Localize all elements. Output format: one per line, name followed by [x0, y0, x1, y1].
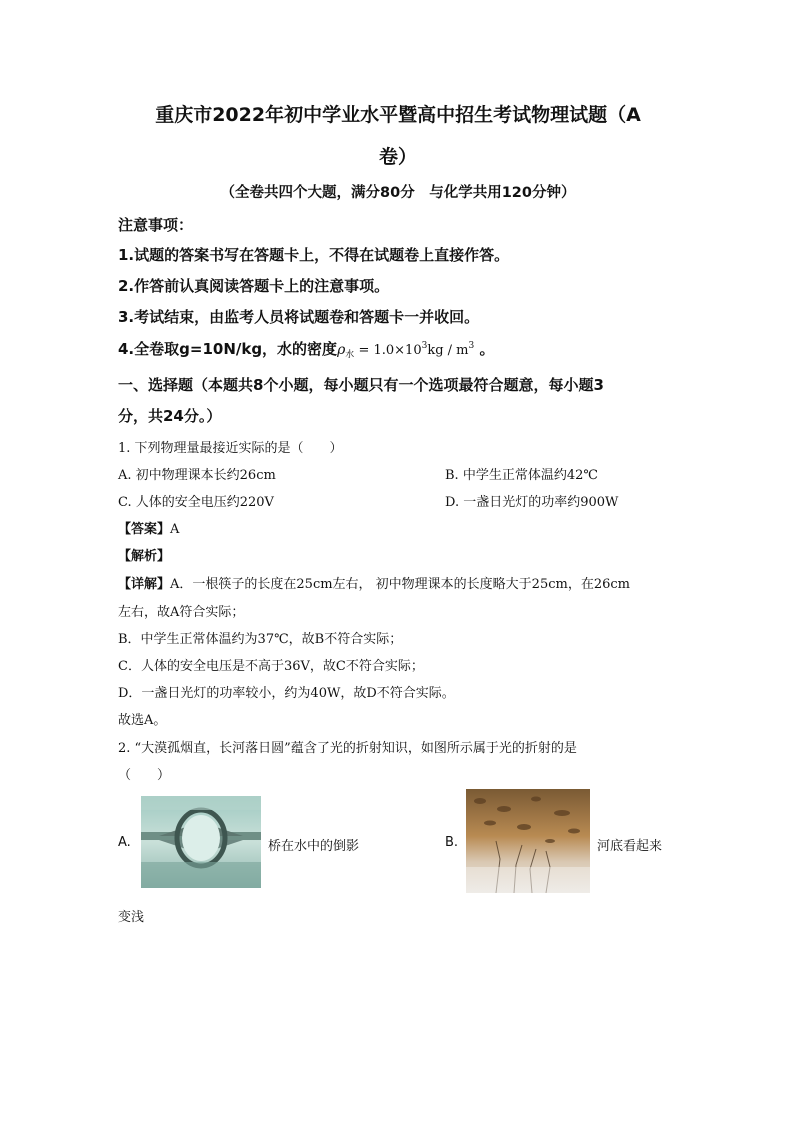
water-density-symbol: $\rho_水$: [337, 342, 355, 360]
unit-exponent: 3: [468, 341, 475, 351]
density-value: = $1.0\times 10^3kg / m^3$: [358, 341, 475, 358]
bridge-reflection-picture: [141, 796, 261, 888]
riverbed-picture: [466, 789, 590, 893]
q1-detail-c: C．人体的安全电压是不高于36V，故C不符合实际；: [118, 659, 424, 674]
page-title-continued: 卷）: [378, 146, 417, 168]
note-item-4: 4.全卷取g=10N/kg，水的密度$\rho_水 = 1.0\times 10^3kg / m^3$ 。: [118, 340, 495, 360]
note-item-2: 2.作答前认真阅读答题卡上的注意事项。: [118, 277, 390, 295]
notes-heading: 注意事项：: [118, 216, 194, 234]
page-title: 重庆市2022年初中学业水平暨高中招生考试物理试题（A: [155, 104, 641, 126]
q1-option-a: A. 初中物理课本长约26cm: [118, 468, 276, 483]
q1-stem: 1. 下列物理量最接近实际的是（ ）: [118, 441, 343, 456]
q2-stem: 2. “大漠孤烟直，长河落日圆”蕴含了光的折射知识，如图所示属于光的折射的是: [118, 741, 577, 756]
q1-analysis-tag: 【解析】: [118, 549, 171, 564]
q1-option-b: B. 中学生正常体温约42℃: [445, 468, 598, 483]
q1-conclusion: 故选A。: [118, 713, 167, 728]
density-exponent: 3: [421, 341, 428, 351]
q2-option-b-text-continued: 变浅: [118, 910, 145, 925]
q1-detail-d: D．一盏日光灯的功率较小，约为40W，故D不符合实际。: [118, 686, 455, 701]
exam-subtitle: （全卷共四个大题，满分80分 与化学共用120分钟）: [220, 185, 576, 201]
q1-answer: [118, 518, 179, 537]
note-item-4-prefix: 4.全卷取g=10N/kg，水的密度: [118, 340, 338, 358]
q1-option-d: D. 一盏日光灯的功率约900W: [445, 495, 619, 510]
q2-option-b-text: 河底看起来: [597, 839, 663, 854]
q2-stem-continued: （ ）: [118, 768, 171, 783]
q1-option-c: C. 人体的安全电压约220V: [118, 495, 274, 510]
note-item-3: 3.考试结束，由监考人员将试题卷和答题卡一并收回。: [118, 308, 480, 326]
answer-value: A: [170, 522, 180, 537]
q1-detail-line-1: 【详解】A．一根筷子的长度在25cm左右， 初中物理课本的长度略大于25cm，在26cm: [118, 577, 630, 592]
riverbed-image: [466, 789, 590, 893]
q2-option-b-label: B.: [445, 835, 459, 850]
section-heading: 一、选择题（本题共8个小题，每小题只有一个选项最符合题意，每小题3: [118, 376, 604, 394]
q1-detail-line-2: 左右，故A符合实际；: [118, 605, 245, 620]
bridge-reflection-image: [141, 796, 261, 888]
note-item-1: 1.试题的答案书写在答题卡上，不得在试题卷上直接作答。: [118, 246, 510, 264]
detail-tag: 【详解】: [118, 577, 171, 592]
water-subscript: 水: [345, 350, 355, 360]
answer-tag: 【答案】: [118, 522, 171, 537]
section-heading-continued: 分，共24分。）: [118, 407, 222, 425]
q2-option-a-label: A.: [118, 835, 131, 850]
q2-option-a-text: 桥在水中的倒影: [268, 839, 360, 854]
q1-detail-b: B．中学生正常体温约为37℃，故B不符合实际；: [118, 632, 403, 647]
